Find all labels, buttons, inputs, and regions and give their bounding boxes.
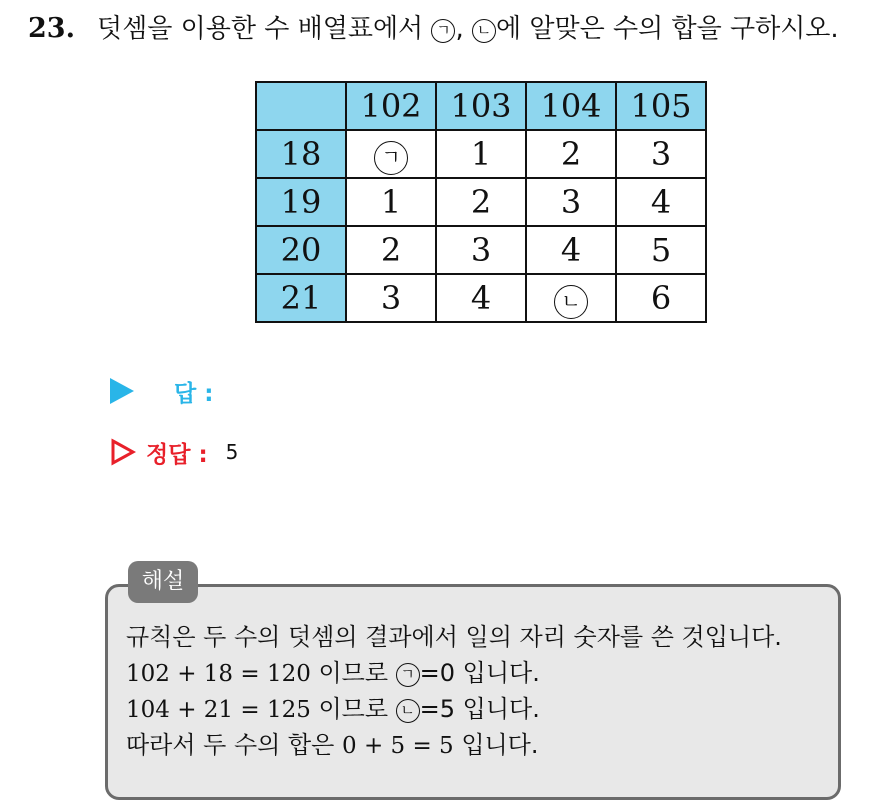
table-row (256, 274, 706, 322)
column-header: 103 (436, 82, 526, 130)
table-cell (526, 274, 616, 322)
table-cell: 3 (616, 130, 706, 178)
table-cell (346, 130, 436, 178)
table-cell: 2 (346, 226, 436, 274)
explanation-line (126, 691, 782, 727)
row-header: 18 (256, 130, 346, 178)
play-triangle-icon (110, 378, 134, 404)
explanation-result: 입니다. (453, 731, 539, 759)
outline-triangle-icon (110, 438, 136, 466)
question-number: 23. (28, 13, 75, 44)
table-header-row (256, 82, 706, 130)
circled-mark-giyeok: ㄱ (374, 141, 408, 175)
table-cell: 1 (346, 178, 436, 226)
table-cell: 4 (526, 226, 616, 274)
math-expression: 102 + 18 = 120 (126, 661, 311, 687)
column-header: 104 (526, 82, 616, 130)
explanation-line (126, 727, 782, 763)
explanation-connector: 이므로 (310, 695, 396, 723)
correct-answer-value: 5 (225, 440, 239, 464)
circled-mark-giyeok: ㄱ (431, 19, 455, 43)
table-cell: 4 (436, 274, 526, 322)
explanation-result: =0 입니다. (419, 659, 540, 687)
correct-answer-label: 정답 : (146, 441, 208, 468)
table-row (256, 130, 706, 178)
table-row (256, 226, 706, 274)
addition-number-table (255, 81, 707, 323)
math-expression: 0 + 5 = 5 (342, 733, 454, 759)
explanation-tag: 해설 (128, 561, 198, 603)
table-cell: 3 (526, 178, 616, 226)
table-cell: 3 (436, 226, 526, 274)
column-header: 105 (616, 82, 706, 130)
question (28, 8, 839, 45)
circled-mark-nieun: ㄴ (396, 699, 420, 723)
question-text-part1: 덧셈을 이용한 수 배열표에서 (96, 14, 432, 44)
explanation-line (126, 655, 782, 691)
table-row (256, 178, 706, 226)
explanation-line: 규칙은 두 수의 덧셈의 결과에서 일의 자리 숫자를 쓴 것입니다. (126, 623, 782, 651)
row-header: 19 (256, 178, 346, 226)
table-cell: 2 (436, 178, 526, 226)
question-text-part2: , (455, 14, 472, 44)
table-cell: 3 (346, 274, 436, 322)
answer-label: 답 : (174, 380, 214, 407)
explanation-conclusion: 따라서 두 수의 합은 (126, 731, 342, 759)
circled-mark-giyeok: ㄱ (396, 663, 420, 687)
table-corner-cell (256, 82, 346, 130)
question-text-part3: 에 알맞은 수의 합을 구하시오. (495, 14, 839, 44)
table-cell: 2 (526, 130, 616, 178)
table-cell: 1 (436, 130, 526, 178)
column-header: 102 (346, 82, 436, 130)
table-cell: 5 (616, 226, 706, 274)
row-header: 20 (256, 226, 346, 274)
circled-mark-nieun: ㄴ (472, 19, 496, 43)
question-text (97, 14, 839, 44)
table-cell: 4 (616, 178, 706, 226)
table-cell: 6 (616, 274, 706, 322)
explanation-text (126, 619, 782, 763)
row-header: 21 (256, 274, 346, 322)
math-expression: 104 + 21 = 125 (126, 697, 311, 723)
answer-row (110, 376, 213, 406)
circled-mark-nieun: ㄴ (554, 285, 588, 319)
explanation-result: =5 입니다. (419, 695, 540, 723)
explanation-connector: 이므로 (310, 659, 396, 687)
correct-answer-row (110, 437, 238, 467)
